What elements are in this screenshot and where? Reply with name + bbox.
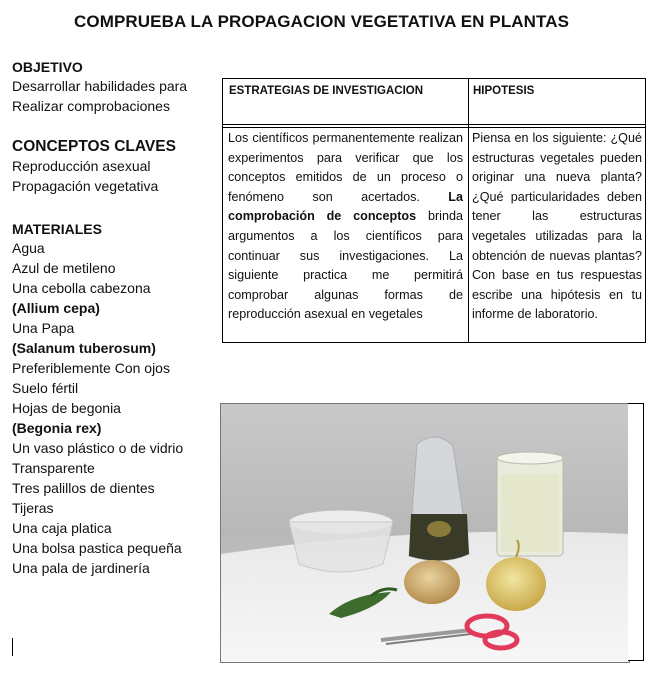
material-item: Una cebolla cabezona <box>12 280 151 296</box>
material-item: Tres palillos de dientes <box>12 480 155 496</box>
material-item: (Allium cepa) <box>12 300 100 316</box>
materiales-heading: MATERIALES <box>12 221 102 237</box>
estrategias-text-b: brinda argumentos a los científicos para continuar sus investigaciones. La siguiente practica me permitirá comprobar algunas formas de reproducción asexual en vegetales <box>228 209 463 322</box>
table-column-divider <box>468 79 469 342</box>
table-spacer-row <box>223 125 645 128</box>
strategy-hypothesis-table <box>222 78 646 343</box>
left-column <box>12 58 212 578</box>
material-item: Transparente <box>12 460 95 476</box>
materials-photo <box>220 403 630 663</box>
material-item: Una bolsa pastica pequeña <box>12 540 182 556</box>
materials-photo-illustration <box>221 404 629 662</box>
col-header-hipotesis: HIPOTESIS <box>473 85 535 97</box>
text-cursor <box>12 638 13 656</box>
objetivo-heading: OBJETIVO <box>12 59 83 75</box>
material-item: Un vaso plástico o de vidrio <box>12 440 184 456</box>
estrategias-cell <box>228 129 463 325</box>
material-item: Agua <box>12 240 45 256</box>
page-title: COMPRUEBA LA PROPAGACION VEGETATIVA EN PLANTAS <box>74 12 570 31</box>
material-item: Una Papa <box>12 320 75 336</box>
material-item: Suelo fértil <box>12 380 79 396</box>
objetivo-line: Realizar comprobaciones <box>12 98 170 114</box>
material-item: Tijeras <box>12 500 54 516</box>
conceptos-line: Reproducción asexual <box>12 158 151 174</box>
material-item: Hojas de begonia <box>12 400 121 416</box>
objetivo-line: Desarrollar habilidades para <box>12 78 188 94</box>
estrategias-text-a: Los científicos permanentemente realizan experimentos para verificar que los conceptos emitidos de un proceso o fenómeno son acertados. <box>228 131 463 204</box>
material-item: Una caja platica <box>12 520 112 536</box>
material-item: (Begonia rex) <box>12 420 102 436</box>
conceptos-line: Propagación vegetativa <box>12 178 159 194</box>
hipotesis-cell: Piensa en los siguiente: ¿Qué estructuras vegetales pueden originar una nueva planta? ¿Qué particularidades deben tener las estructuras vegetales utilizadas para la obtención de nuevas plantas? Con base en tus respuestas escribe una hipótesis en tu informe de laboratorio. <box>472 131 642 322</box>
conceptos-heading: CONCEPTOS CLAVES <box>12 138 176 155</box>
material-item: Una pala de jardinería <box>12 560 150 576</box>
material-item: Azul de metileno <box>12 260 116 276</box>
estrategias-bold-phrase: La comprobación de conceptos <box>228 189 463 224</box>
material-item: (Salanum tuberosum) <box>12 340 156 356</box>
col-header-estrategias: ESTRATEGIAS DE INVESTIGACION <box>229 85 424 97</box>
material-item: Preferiblemente Con ojos <box>12 360 170 376</box>
photo-side-frame <box>628 403 644 661</box>
